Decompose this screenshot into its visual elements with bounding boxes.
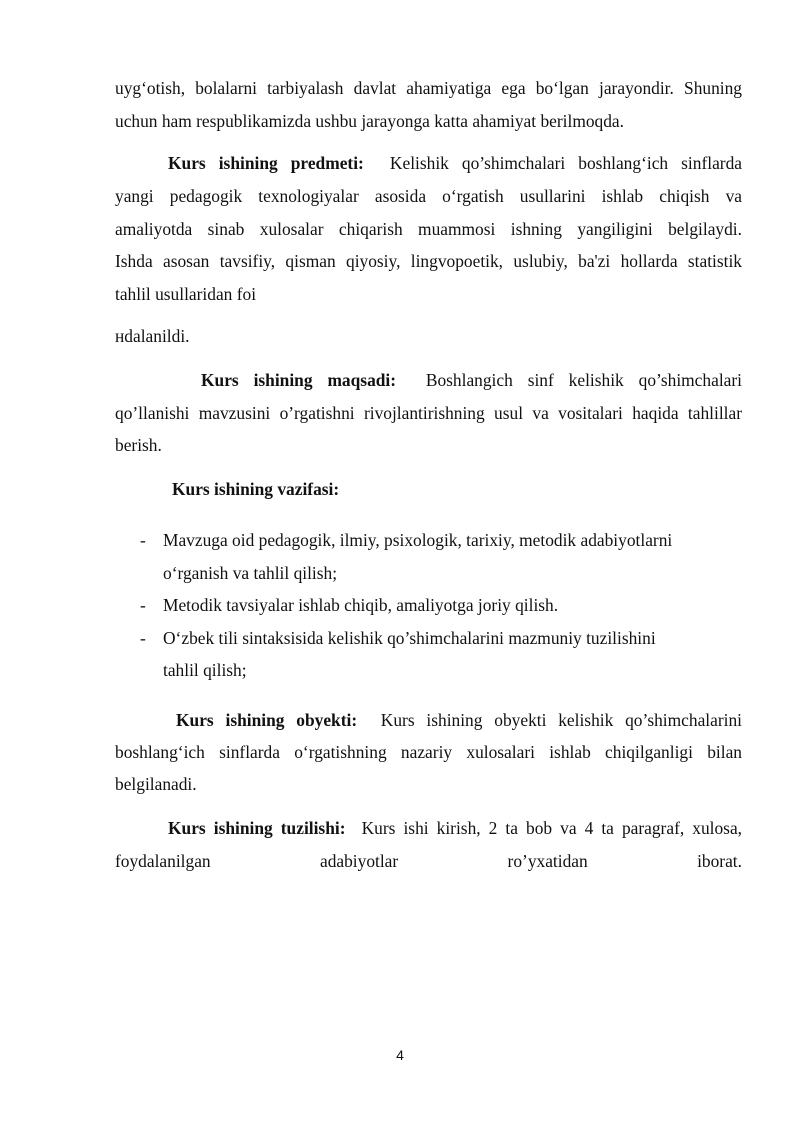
vazifa-3-line-1: O‘zbek tili sintaksisida kelishik qo’shimchalarini mazmuniy tuzilishini [163, 628, 656, 648]
tuzilishi-heading: Kurs ishining tuzilishi: [168, 818, 346, 838]
intro-line-2: uchun ham respublikamizda ushbu jarayonga katta ahamiyat berilmoqda. [115, 111, 624, 131]
tuzilishi-line-2 [115, 850, 742, 872]
maqsadi-line-1-text: Boshlangich sinf kelishik qo’shimchalari [425, 370, 742, 390]
vazifa-1-dash: - [140, 530, 146, 550]
maqsadi-paragraph-line-1 [201, 369, 742, 391]
vazifa-1-line-1: Mavzuga oid pedagogik, ilmiy, psixologik, tarixiy, metodik adabiyotlarni [163, 530, 673, 550]
tuzilishi-paragraph-line-1 [168, 817, 742, 839]
page-number: 4 [396, 1047, 404, 1063]
maqsadi-line-2: qo’llanishi mavzusini o’rgatishni rivojlantirishning usul va vositalari haqida tahlillar [115, 403, 742, 423]
predmeti-heading: Kurs ishining predmeti: [168, 153, 364, 173]
vazifa-1-line-2: o‘rganish va tahlil qilish; [163, 563, 338, 583]
obyekti-heading: Kurs ishining obyekti: [176, 710, 358, 730]
vazifa-2-line-1: Metodik tavsiyalar ishlab chiqib, amaliyotga joriy qilish. [163, 595, 559, 615]
predmeti-line-3: amaliyotda sinab xulosalar chiqarish muammosi ishning yangiligini belgilaydi. [115, 219, 742, 239]
vazifasi-heading: Kurs ishining vazifasi: [172, 479, 340, 499]
vazifa-3-line-2: tahlil qilish; [163, 660, 247, 680]
tuzilishi-word-2: adabiyotlar [319, 851, 399, 871]
tuzilishi-word-3: ro’yxatidan [507, 851, 588, 871]
vazifasi-heading-line [172, 478, 572, 500]
tuzilishi-word-4: iborat. [697, 851, 742, 871]
obyekti-line-3: belgilanadi. [115, 774, 197, 794]
predmeti-line-5: tahlil usullaridan foi [115, 284, 257, 304]
predmeti-paragraph-line-1 [168, 152, 742, 174]
vazifa-3-dash: - [140, 628, 146, 648]
tuzilishi-line-1-text: Kurs ishi kirish, 2 ta bob va 4 ta paragraf, xulosa, [361, 818, 743, 838]
predmeti-line-4: Ishda asosan tavsifiy, qisman qiyosiy, lingvopoetik, uslubiy, ba'zi hollarda statistik [115, 251, 742, 271]
predmeti-line-2: yangi pedagogik texnologiyalar asosida o‘rgatish usullarini ishlab chiqish va [115, 186, 742, 206]
predmeti-line-1-text: Kelishik qo’shimchalari boshlang‘ich sinflarda [389, 153, 742, 173]
tuzilishi-word-1: foydalanilgan [115, 851, 211, 871]
obyekti-paragraph-line-1 [176, 709, 742, 731]
maqsadi-heading: Kurs ishining maqsadi: [201, 370, 397, 390]
vazifa-2-dash: - [140, 595, 146, 615]
predmeti-line-6: нdalanildi. [115, 326, 190, 346]
obyekti-line-1-text: Kurs ishining obyekti kelishik qo’shimchalarini [380, 710, 742, 730]
obyekti-line-2: boshlang‘ich sinflarda o‘rgatishning nazariy xulosalari ishlab chiqilganligi bilan [115, 742, 742, 762]
intro-line-1: uyg‘otish, bolalarni tarbiyalash davlat ahamiyatiga ega bo‘lgan jarayondir. Shuning [115, 78, 742, 98]
maqsadi-line-3: berish. [115, 435, 162, 455]
